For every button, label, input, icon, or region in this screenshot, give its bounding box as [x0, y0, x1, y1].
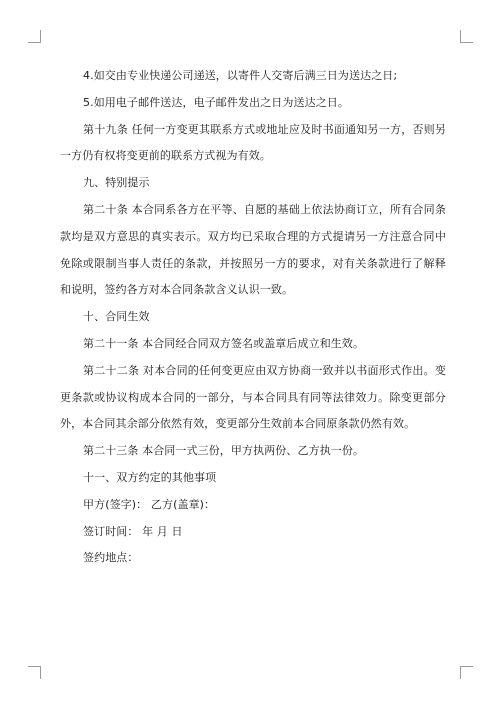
clause-delivery-courier: 4.如交由专业快递公司递送，以寄件人交寄后满三日为送达之日; [83, 69, 398, 82]
clause-21: 第二十一条 本合同经合同双方签名或盖章后成立和生效。 [83, 336, 365, 350]
signature-parties: 甲方(签字)： 乙方(盖章)： [83, 497, 216, 511]
section-heading-special-notice: 九、特别提示 [83, 176, 150, 190]
signature-date: 签订时间： 年 月 日 [83, 524, 183, 538]
signature-place: 签约地点： [83, 551, 139, 565]
clause-delivery-email: 5.如用电子邮件送达，电子邮件发出之日为送达之日。 [83, 95, 349, 109]
document-body [60, 63, 446, 572]
crop-mark-top-right [460, 30, 473, 43]
clause-22: 第二十二条 对本合同的任何变更应由双方协商一致并以书面形式作出。变更条款或协议构成本合同的一部分，与本合同具有同等法律效力。除变更部分外，本合同其余部分依然有效，变更部分生效前本合同原条款仍然有效。 [60, 363, 446, 431]
section-heading-contract-effect: 十、合同生效 [83, 310, 150, 324]
clause-19: 第十九条 任何一方变更其联系方式或地址应及时书面通知另一方，否则另一方仍有权将变更前的联系方式视为有效。 [60, 122, 446, 163]
crop-mark-top-left [28, 30, 41, 43]
crop-mark-bottom-left [28, 666, 41, 679]
clause-23: 第二十三条 本合同一式三份，甲方执两份、乙方执一份。 [83, 444, 365, 458]
crop-mark-bottom-right [460, 666, 473, 679]
section-heading-other-matters: 十一、双方约定的其他事项 [83, 470, 217, 484]
clause-20: 第二十条 本合同系各方在平等、自愿的基础上依法协商订立，所有合同条款均是双方意思的真实表示。双方均已采取合理的方式提请另一方注意合同中免除或限制当事人责任的条款，并按照另一方的要求，对有关条款进行了解释和说明，签约各方对本合同条款含义认识一致。 [60, 202, 446, 297]
